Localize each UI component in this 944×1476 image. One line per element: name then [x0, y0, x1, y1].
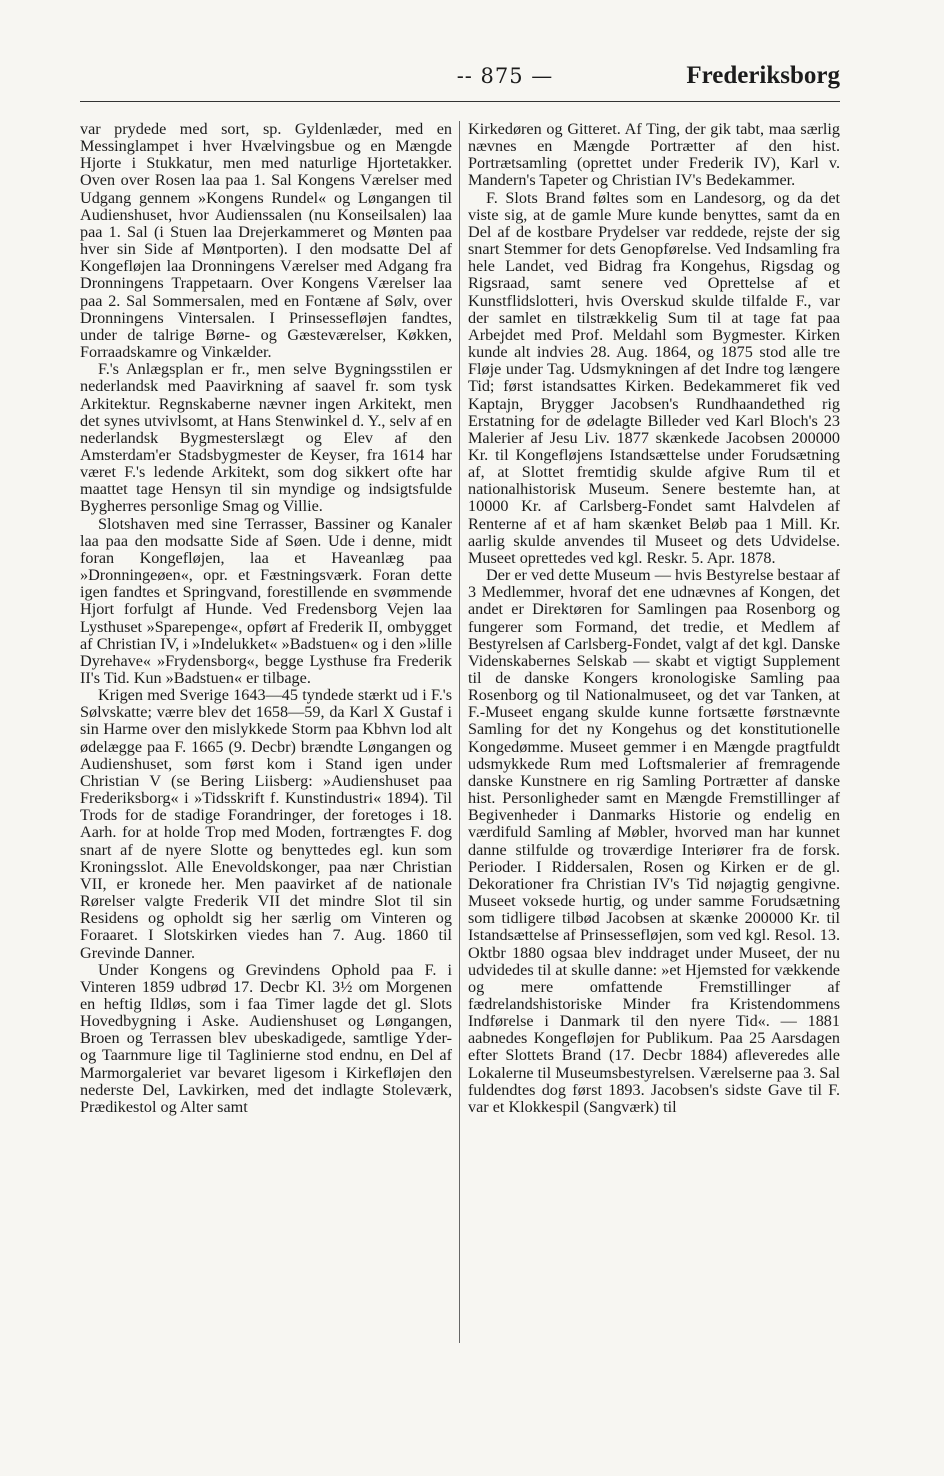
page-number: -- 875 —	[456, 64, 554, 88]
paragraph: Slotshaven med sine Terrasser, Bassiner og Kanaler laa paa den modsatte Side af Søen. Ude i denne, midt foran Kongefløjen, laa et Haveanlæg paa »Dronningeøen«, opr. et Fæstningsværk. Foran dette igen fandtes et Springvand, forestillende en svømmende Hjort forfulgt af Hunde. Ved Fredensborg Vejen laa Lysthuset »Sparepenge«, opført af Frederik II, ombygget af Christian IV, i »Indelukket« »Badstuen« og i den »lille Dyrehave« »Frydensborg«, begge Lysthuse fra Frederik II's Tid. Kun »Badstuen« er tilbage.	[80, 514, 452, 687]
paragraph: Kirkedøren og Gitteret. Af Ting, der gik tabt, maa særlig nævnes en Mængde Portrætter af den hist. Portrætsamling (oprettet under Frederik IV), Karl v. Mandern's Tapeter og Christian IV's Bedekammer.	[468, 120, 840, 190]
running-head: Frederiksborg	[686, 62, 840, 89]
paragraph: Der er ved dette Museum — hvis Bestyrelse bestaar af 3 Medlemmer, hvoraf det ene udnævnes af Kongen, det andet er Direktøren for Samlingen paa Rosenborg og fungerer som Formand, det tredie, et Medlem af Bestyrelsen af Carlsberg-Fondet, valgt af det kgl. Danske Videnskabernes Selskab — skabt et vigtigt Supplement til de danske Kongers kronologiske Samling paa Rosenborg og til Nationalmuseet, og det var Tanken, at F.-Museet engang skulde kunne fortsætte førstnævnte Samling for det ny Kongehus og det konstitutionelle Kongedømme. Museet gemmer i en Mængde pragtfuldt udsmykkede Rum med Loftsmalerier af fremragende danske Kunstnere en rig Samling Portrætter af danske hist. Personligheder samt en Mængde Fremstillinger af Begivenheder i Danmarks Historie og endelig en værdifuld Samling af Møbler, hvorved man har kunnet danne stilfulde og troværdige Interiører fra de forsk. Perioder. I Riddersalen, Rosen og Kirken er de gl. Dekorationer fra Christian IV's Tid nøjagtig gengivne. Museet voksede hurtig, og under samme Forudsætning som tidligere tilbød Jacobsen at skænke 200000 Kr. til Istandsættelse af Prinsessefløjen, som ved kgl. Resol. 13. Oktbr 1880 ogsaa blev inddraget under Museet, der nu udvidedes til at skulle danne: »et Hjemsted for vækkende og mere omfattende Fremstillinger af fædrelandshistoriske Minder fra Kristendommens Indførelse i Danmark til den nyere Tid«. — 1881 aabnedes Kongefløjen for Publikum. Paa 25 Aarsdagen efter Slottets Brand (17. Decbr 1884) afleveredes alle Lokalerne til Museumsbestyrelsen. Værelserne paa 3. Sal fuldendtes dog først 1893. Jacobsen's sidste Gave til F. var et Klokkespil (Sangværk) til	[468, 566, 840, 1116]
right-column	[468, 121, 840, 1116]
paragraph: Under Kongens og Grevindens Ophold paa F. i Vinteren 1859 udbrød 17. Decbr Kl. 3½ om Morgenen en heftig Ildløs, som i faa Timer lagde det gl. Slots Hovedbygning i Aske. Audienshuset og Løngangen, Broen og Terrassen blev ubeskadigede, samtlige Yder- og Taarnmure lige til Taglinierne stod endnu, en Del af Marmorgaleriet var bevaret ligesom i Kirkefløjen den nederste Del, Lavkirken, med det indlagte Stoleværk, Prædikestol og Alter samt	[80, 960, 452, 1116]
paragraph: Krigen med Sverige 1643—45 tyndede stærkt ud i F.'s Sølvskatte; værre blev det 1658—59, da Karl X Gustaf i sin Harme over den mislykkede Storm paa Kbhvn lod alt ødelægge paa F. 1665 (9. Decbr) brændte Løngangen og Audienshuset, som først kom i Stand igen under Christian V (se Bering Liisberg: »Audienshuset paa Frederiksborg« i »Tidsskrift f. Kunstindustri« 1894). Til Trods for de stadige Forandringer, der foretoges i 18. Aarh. for at holde Trop med Moden, fortrængtes F. dog snart af de nyere Slotte og benyttedes egl. kun som Kroningsslot. Alle Enevoldskonger, paa nær Christian VII, er kronede her. Men paavirket af de nationale Rørelser valgte Frederik VII det mindre Slot til sin Residens og opholdt sig her særlig om Vinteren og Foraaret. I Slotskirken viedes han 7. Aug. 1860 til Grevinde Danner.	[80, 686, 452, 962]
page-header	[80, 64, 840, 104]
column-divider	[459, 121, 460, 1343]
paragraph: F.'s Anlægsplan er fr., men selve Bygningsstilen er nederlandsk med Paavirkning af saavel fr. som tysk Arkitektur. Regnskaberne nævner ingen Arkitekt, men det synes utvivlsomt, at Hans Stenwinkel d. Y., selv af en nederlandsk Bygmesterslægt og Elev af den Amsterdam'er Stadsbygmester de Keyser, fra 1614 har været F.'s ledende Arkitekt, som dog sikkert ofte har maattet tage Hensyn til sin myndige og indsigtsfulde Bygherres personlige Smag og Villie.	[80, 360, 452, 516]
left-column	[80, 121, 452, 1116]
paragraph: var prydede med sort, sp. Gyldenlæder, med en Messinglampet i hver Hvælvingsbue og en Mængde Hjorte i Stukkatur, men med naturlige Hjortetakker. Oven over Rosen laa paa 1. Sal Kongens Værelser med Udgang gennem »Kongens Rundel« og Løngangen til Audienshuset, hvor Audienssalen (nu Konseilsalen) laa paa 1. Sal (i Stuen laa Drejerkammeret og Mønten paa hver sin Side af Møntporten). I den modsatte Del af Kongefløjen laa Dronningens Værelser med Adgang fra Dronningens Trappetaarn. Over Kongens Værelser laa paa 2. Sal Sommersalen, med en Fontæne af Sølv, over Dronningens Vintersalen. I Prinsessefløjen fandtes, under de talrige Børne- og Gæsteværelser, Køkken, Forraadskamre og Vinkælder.	[80, 120, 452, 362]
paragraph: F. Slots Brand føltes som en Landesorg, og da det viste sig, at de gamle Mure kunde benyttes, samt da en Del af de kostbare Prydelser var reddede, rejste der sig snart Stemmer for dets Genopførelse. Ved Indsamling fra hele Landet, ved Bidrag fra Kongehus, Rigsdag og Rigsraad, samt senere ved Oprettelse af et Kunstflidslotteri, hvis Overskud skulde tilfalde F., var der samlet en tilstrækkelig Sum til at tage fat paa Arbejdet med Prof. Meldahl som Bygmester. Kirken kunde alt indvies 28. Aug. 1864, og 1875 stod alle tre Fløje under Tag. Udsmykningen af det Indre tog længere Tid; først istandsattes Kirken. Bedekammeret fik ved Kaptajn, Brygger Jacobsen's Rundhaandethed rig Erstatning for de ødelagte Billeder ved Karl Bloch's 23 Malerier af Jesu Liv. 1877 skænkede Jacobsen 200000 Kr. til Kongefløjens Istandsættelse under Forudsætning af, at Slottet fremtidig skulde afgive Rum til et nationalhistorisk Museum. Senere bestemte han, at 10000 Kr. af Carlsberg-Fondet samt Halvdelen af Renterne af et af ham skænket Beløb paa 1 Mill. Kr. aarlig skulde anvendes til Museet og dets Udvidelse. Museet oprettedes ved kgl. Reskr. 5. Apr. 1878.	[468, 188, 840, 567]
header-rule	[80, 101, 840, 102]
